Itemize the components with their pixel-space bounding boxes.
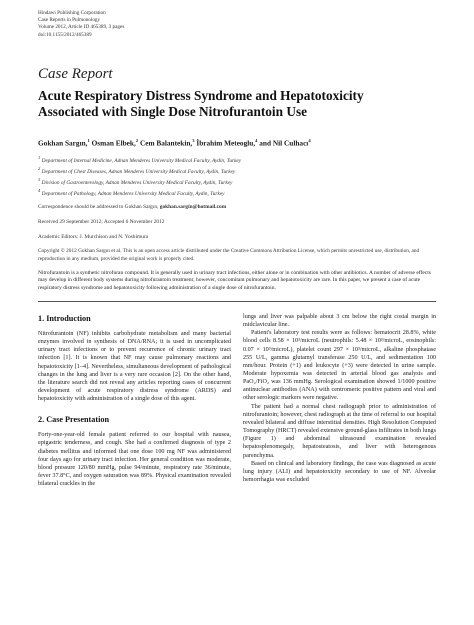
journal-volume: Volume 2012, Article ID 465389, 3 pages [38,24,125,31]
case-paragraph-continued: lungs and liver was palpable about 3 cm below the right costal margin in midclavicular line. [243,313,436,329]
journal-publisher: Hindawi Publishing Corporation [38,10,106,16]
left-column [38,302,231,489]
lab-results-paragraph: Patient's laboratory test results were as follows: hematocrit 28.8%, white blood cells 8.58 × 10³/microL (neutrophils: 5.48 × 10³/microL, eosinophils: 0.07 × 10³/microL), platelet count 297 × 10³/microL, alkaline phosphatase 255 U/L, gamma glutamyl transferase 250 U/L, and sedimentation 100 mm/hour. Protein (+1) and leukocyte (+3) were detected in urine sample. Moderate hypoxemia was detected in arterial blood gas analysis and PaO₂/FiO₂ was 136 mmHg. Serological examination showed 1/1000 positive antinuclear antibodies (ANA) with centromeric positive pattern and viral and other serologic markers were negative. [243,330,436,402]
affiliation [38,176,436,187]
affiliation-mark: 2 [38,166,41,171]
affiliation-mark: 1 [38,155,41,161]
author-name: İbrahim Meteoglu, [196,138,256,148]
author-list [38,136,436,148]
received-accepted-dates: Received 29 September 2012; Accepted 6 November 2012 [38,219,165,226]
author-affiliation-mark: 4 [255,137,258,143]
affiliation-text: Department of Internal Medicine, Adnan Menderes University Medical Faculty, Aydin, Turkey [40,158,242,164]
academic-editors: Academic Editors: J. Murchison and N. Yoshimura [38,234,149,241]
author-name: Osman Elbek, [91,138,136,148]
abstract: Nitrofurantoin is a synthetic nitrofuran compound. It is generally used in urinary tract infections, either alone or in combination with other antibiotics. A number of adverse effects may develop in different body systems during nitrofurantoin treatment; however, concomitant pulmonary and hepatotoxicity are rare. In this paper, we present a case of acute respiratory distress syndrome and hepatotoxicity following administration of a single dose of nitrofurantoin. [38,269,431,291]
diagnosis-paragraph: Based on clinical and laboratory findings, the case was diagnosed as acute lung injury (ALI) and hepatotoxicity secondary to use of NF. Alveolar hemorrhagia was excluded [243,460,436,484]
article-title [38,88,436,121]
copyright-notice: Copyright © 2012 Gokhan Sargın et al. This is an open access article distributed under the Creative Commons Attribution License, which permits unrestricted use, distribution, and reproduction in any medium, provided the original work is properly cited. [38,248,420,262]
author-affiliation-mark: 1 [87,137,90,143]
affiliation-list [38,154,436,197]
journal-info [38,10,436,39]
author-affiliation-mark: 3 [192,137,195,143]
affiliation [38,187,436,198]
author-name: Cem Balantekin, [139,138,193,148]
case-paragraph: Forty-one-year-old female patient referred to our hospital with nausea, epigastric tenderness, and cough. She had a confirmed diagnosis of type 2 diabetes mellitus and informed that one dose 100 mg NF was administered four days ago for urinary tract infection. Her general condition was moderate, blood pressure 120/80 mmHg, pulse 94/minute, respiratory rate 36/minute, fever 37.8°C, and oxygen saturation was 89%. Physical examination revealed bilateral crackles in the [38,432,231,488]
title-line-1: Acute Respiratory Distress Syndrome and Hepatotoxicity [38,87,364,103]
affiliation-mark: 4 [38,187,41,193]
imaging-paragraph: The patient had a normal chest radiograph prior to administration of nitrofurantoin; however, chest radiograph at the time of referral to our hospital revealed bilateral and diffuse interstitial densities. High Resolution Computed Tomography (HRCT) revealed extensive ground-glass infiltrates in both lungs (Figure 1) and abdominal ultrasound examination revealed hepatosplenomegaly, hepatosteatosis, and liver with heterogenous parenchyma. [243,403,436,459]
section-heading-introduction: 1. Introduction [38,313,91,323]
body-columns [38,302,436,489]
section-heading-case-presentation: 2. Case Presentation [38,415,110,425]
affiliation [38,154,436,165]
author-affiliation-mark: 2 [135,137,139,143]
correspondence [38,203,436,211]
article-type: Case Report [38,65,113,82]
affiliation [38,165,436,176]
affiliation-mark: 3 [38,176,41,182]
affiliation-text: Division of Gastroenterology, Adnan Menderes University Medical Faculty, Aydin, Turkey [40,179,233,186]
author-name: and Nil Culhacı [259,138,309,148]
correspondence-email[interactable]: gokhan.sargin@hotmail.com [159,204,227,211]
author-name: Gokhan Sargın, [38,138,88,148]
affiliation-text: Department of Chest Diseases, Adnan Menderes University Medical Faculty, Aydin, Turkey [40,168,236,175]
journal-doi: doi:10.1155/2012/465389 [38,31,92,38]
journal-name: Case Reports in Pulmonology [38,17,101,24]
correspondence-text: Correspondence should be addressed to Gokhan Sargın, [38,204,160,211]
right-column [243,302,436,489]
author-affiliation-mark: 4 [308,137,311,143]
affiliation-text: Department of Pathology, Adnan Menderes University Medical Faculty, Aydin, Turkey [40,190,225,197]
title-line-2: Associated with Single Dose Nitrofurantoin Use [38,104,308,120]
introduction-paragraph: Nitrofurantoin (NF) inhibits carbohydrate metabolism and many bacterial enzymes involved in synthesis of DNA/RNA; it is used in uncomplicated urinary tract infections or to prevent recurrence of chronic urinary tract infection [1]. It is known that NF may cause pulmonary reactions and hepatotoxicity [1–4]. Nevertheless, simultaneous development of pathological changes in the lung and liver is a very rare occasion [2]. On the other hand, the literature search did not reveal any articles reporting cases of concurrent development of acute respiratory distress syndrome (ARDS) and hepatotoxicity with administration of a single dose of this agent. [38,330,231,403]
